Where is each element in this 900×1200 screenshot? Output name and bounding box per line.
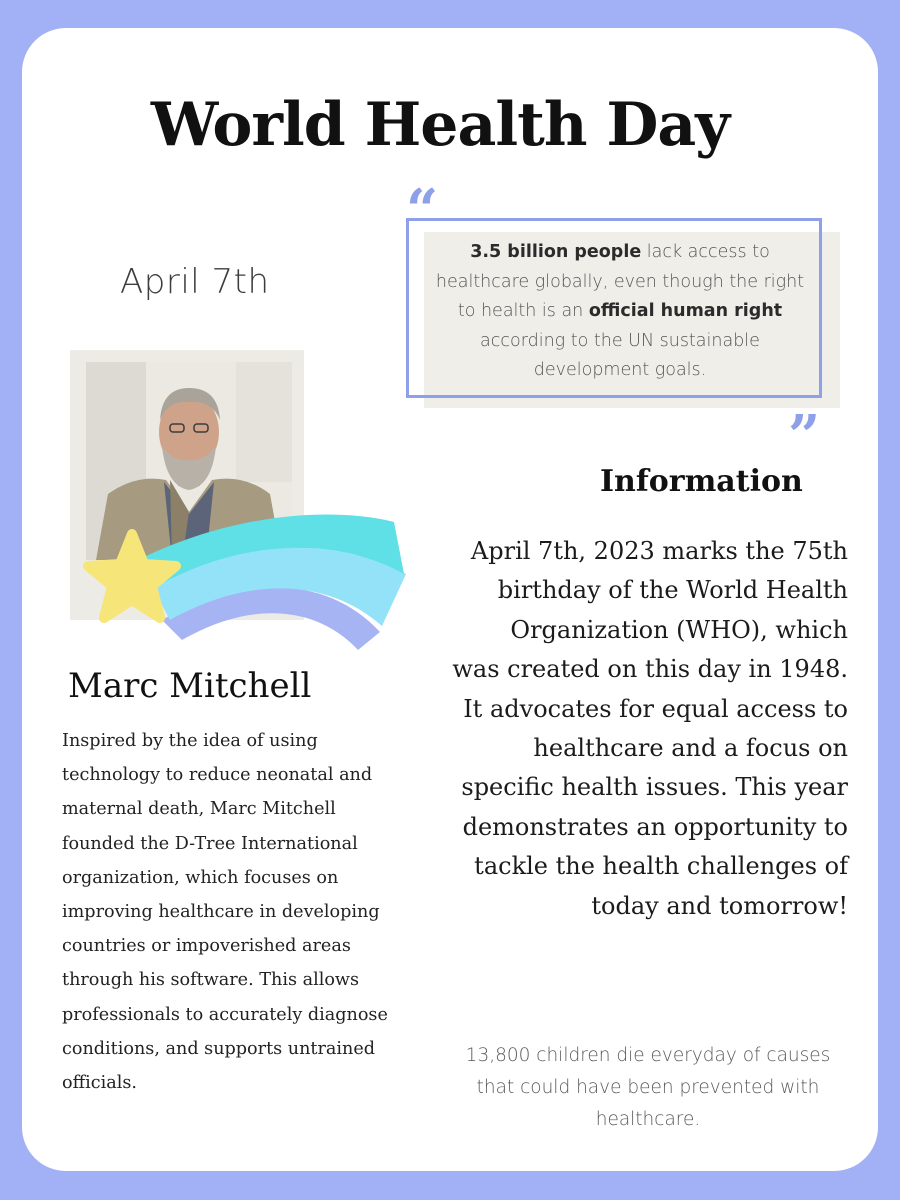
information-line: Organization (WHO), which — [510, 615, 848, 644]
page-title: World Health Day — [150, 90, 730, 160]
person-bio: Inspired by the idea of using technology to reduce neonatal and maternal death, Marc Mitchell founded the D-Tree International organization, which focuses on improving healthcare in developing countries or impoverished areas through his software. This allows professionals to accurately diagnose conditions, and supports untrained officials. — [62, 731, 388, 1094]
person-name: Marc Mitchell — [68, 666, 312, 706]
information-line: April 7th, 2023 marks the 75th — [470, 537, 848, 565]
information-line: healthcare and a focus on — [533, 734, 848, 763]
information-line: It advocates for equal access to — [463, 694, 848, 723]
information-line: today and tomorrow! — [591, 891, 848, 920]
information-line: specific health issues. This year — [461, 773, 848, 802]
quote-highlight: official human right — [588, 301, 783, 321]
open-quote-icon: “ — [406, 182, 439, 222]
quote-segment: according to the UN sustainable development goals. — [480, 330, 760, 380]
information-line: birthday of the World Health — [497, 576, 848, 605]
shooting-star-illustration — [72, 500, 412, 660]
quote-segment: lack access to healthcare globally, even though the right to health is an — [435, 242, 805, 321]
quote-text — [432, 238, 808, 386]
statistic-text: 13,800 children die everyday of causes that could have been prevented with healthcare. — [465, 1045, 831, 1130]
information-body — [440, 532, 848, 926]
information-heading: Information — [600, 464, 803, 499]
event-date: April 7th — [120, 262, 270, 302]
information-line: was created on this day in 1948. — [452, 655, 848, 684]
information-line: demonstrates an opportunity to — [462, 812, 848, 841]
quote-highlight: 3.5 billion people — [470, 242, 642, 262]
close-quote-icon: ” — [788, 408, 821, 448]
information-line: tackle the health challenges of — [474, 852, 848, 881]
